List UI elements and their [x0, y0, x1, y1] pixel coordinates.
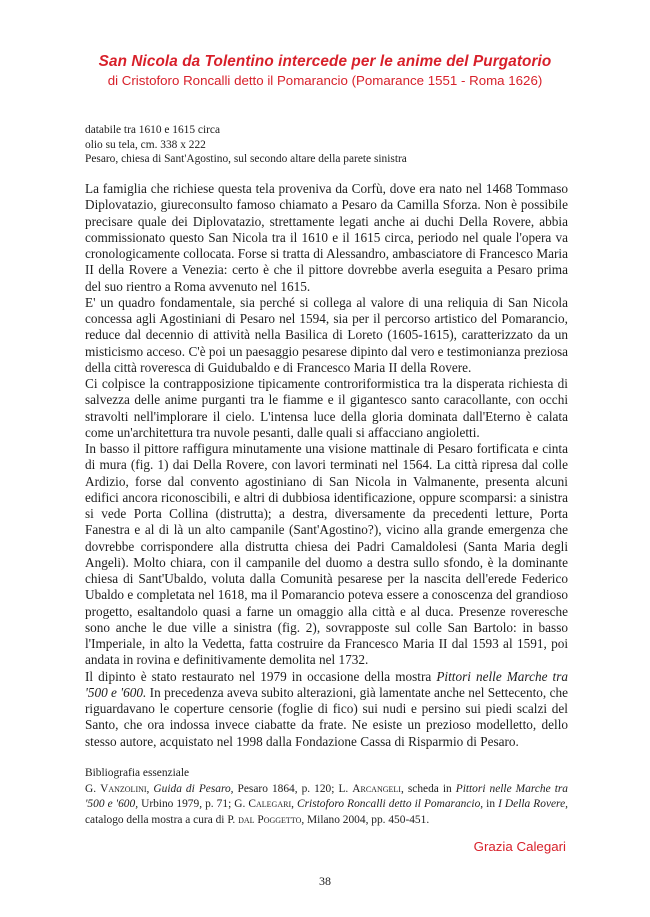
- artwork-title: San Nicola da Tolentino intercede per le anime del Purgatorio: [98, 53, 552, 70]
- bib-text: Urbino 1979, p. 71; G.: [138, 798, 249, 811]
- bibliography: [85, 766, 568, 828]
- bib-text: catalogo della mostra a cura di P.: [85, 813, 239, 826]
- paragraph-1: La famiglia che richiese questa tela proveniva da Corfù, dove era nato nel 1468 Tommaso Diplovatazio, giureconsulto famoso chiamato a Pesaro da Camilla Sforza. Non è possibile precisare quale dei Diplovatazio, strettamente legati anche ai duchi Della Rovere, abbia commissionato questo San Nicola tra il 1610 e il 1615 circa, periodo nel quale l'opera va cronologicamente collocata. Forse si tratta di Alessandro, ambasciatore di Francesco Maria II della Rovere a Venezia: certo è che il pittore dovrebbe averla eseguita a Pesaro prima del suo rientro a Roma avvenuto nel 1615.: [85, 181, 568, 294]
- artwork-date: databile tra 1610 e 1615 circa: [85, 124, 221, 136]
- bib-text: , Milano 2004, pp. 450-451.: [301, 813, 430, 826]
- artist-subtitle: di Cristoforo Roncalli detto il Pomarancio (Pomarance 1551 - Roma 1626): [107, 73, 543, 88]
- artwork-technique: olio su tela, cm. 338 x 222: [85, 138, 206, 151]
- author-signature: Grazia Calegari: [473, 839, 566, 854]
- bibliography-heading: Bibliografia essenziale: [85, 767, 190, 779]
- paragraph-4: In basso il pittore raffigura minutamente una visione mattinale di Pesaro fortificata e cinta di mura (fig. 1) dai Della Rovere, con lavori terminati nel 1564. La città ripresa dal colle Ardizio, forse dal convento agostiniano di San Nicola in Valmanente, presenta alcuni edifici ancora riconoscibili, e altri di dubbiosa identificazione, oppure scomparsi: a sinistra si vede Porta Collina (distrutta); a destra, diversamente da precedenti letture, Porta Fanestra e al di là un alto campanile (Sant'Agostino?), vicino alla grande emergenza che dovrebbe corrispondere alla distrutta chiesa dei Padri Camaldolesi (Santa Maria degli Angeli). Molto chiara, con il campanile del duomo a destra sullo sfondo, è la dominante chiesa di Sant'Ubaldo, voluta dalla Comunità pesarese per la nascita dell'erede Federico Ubaldo e completata nel 1618, ma il Pomarancio poteva essere a conoscenza del grandioso progetto, esaltandolo quasi a farne un omaggio alla città e al duca. Presenze roveresche sono anche le due ville a sinistra (fig. 2), sovrapposte sul colle San Bartolo: in basso l'Imperiale, in alto la Vedetta, fatta costruire da Francesco Maria II dal 1593 al 1591, poi andata in rovina e definitivamente demolita nel 1732.: [85, 441, 568, 668]
- bib-text: ,: [291, 798, 298, 811]
- bib-text: , scheda in: [400, 782, 456, 795]
- paragraph-5: [85, 669, 568, 750]
- bib-text: Pesaro 1864, p. 120; L.: [233, 782, 353, 795]
- page-number: 38: [319, 874, 331, 888]
- bib-author-calegari: Calegari: [248, 798, 292, 811]
- bib-text: G.: [85, 782, 101, 795]
- exhibition-title: Pittori nelle Marche tra '500 e '600.: [85, 668, 568, 700]
- bib-text: , in: [480, 798, 499, 811]
- artwork-location: Pesaro, chiesa di Sant'Agostino, sul secondo altare della parete sinistra: [85, 153, 407, 166]
- paragraph-3: Ci colpisce la contrapposizione tipicamente controriformistica tra la disperata richiesta di salvezza delle anime purganti tra le fiamme e il gigantesco santo caracollante, con occhi stravolti nell'implorare il cielo. L'intensa luce della gloria dominata dall'Eterno è calata come un'architettura tra nuvole pesanti, dalle quali si affacciano angioletti.: [85, 376, 568, 440]
- bib-title-pittori: Pittori nelle Marche tra '500 e '600,: [85, 782, 568, 811]
- paragraph-5-text-a: Il dipinto è stato restaurato nel 1979 in occasione della mostra: [85, 668, 437, 684]
- paragraph-2: E' un quadro fondamentale, sia perché si collega al valore di una reliquia di San Nicola concessa agli Agostiniani di Pesaro nel 1594, sia per il percorso artistico del Pomarancio, reduce dal decennio di attività nella Basilica di Loreto (1605-1615), caratterizzato da un misticismo acceso. C'è poi un paesaggio pesarese dipinto dal vero e testimonianza preziosa della città roveresca di Guidubaldo e di Francesco Maria II della Rovere.: [85, 294, 568, 375]
- bibliography-entries: [85, 782, 568, 829]
- bib-title-roncalli: Cristoforo Roncalli detto il Pomarancio: [297, 798, 481, 811]
- article-body: [85, 181, 568, 750]
- paragraph-5-text-c: In precedenza aveva subito alterazioni, già lamentate anche nel Settecento, che riguardavano le coperture censorie (foglie di fico) sui nudi e persino sui piedi scalzi del Santo, che ora indossa invece ciabatte da frate. Ne esiste un prezioso modelletto, dello stesso autore, acquistato nel 1998 dalla Fondazione Cassa di Risparmio di Pesaro.: [85, 684, 568, 749]
- bib-editor-dal-poggetto: dal Poggetto: [238, 813, 302, 826]
- artwork-details: [85, 123, 565, 167]
- bib-title-della-rovere: I Della Rovere,: [498, 798, 568, 811]
- bib-author-arcangeli: Arcangeli: [352, 782, 401, 795]
- bib-author-vanzolini: Vanzolini: [100, 782, 147, 795]
- bib-text: ,: [146, 782, 154, 795]
- bib-title-guida: Guida di Pesaro,: [153, 782, 234, 795]
